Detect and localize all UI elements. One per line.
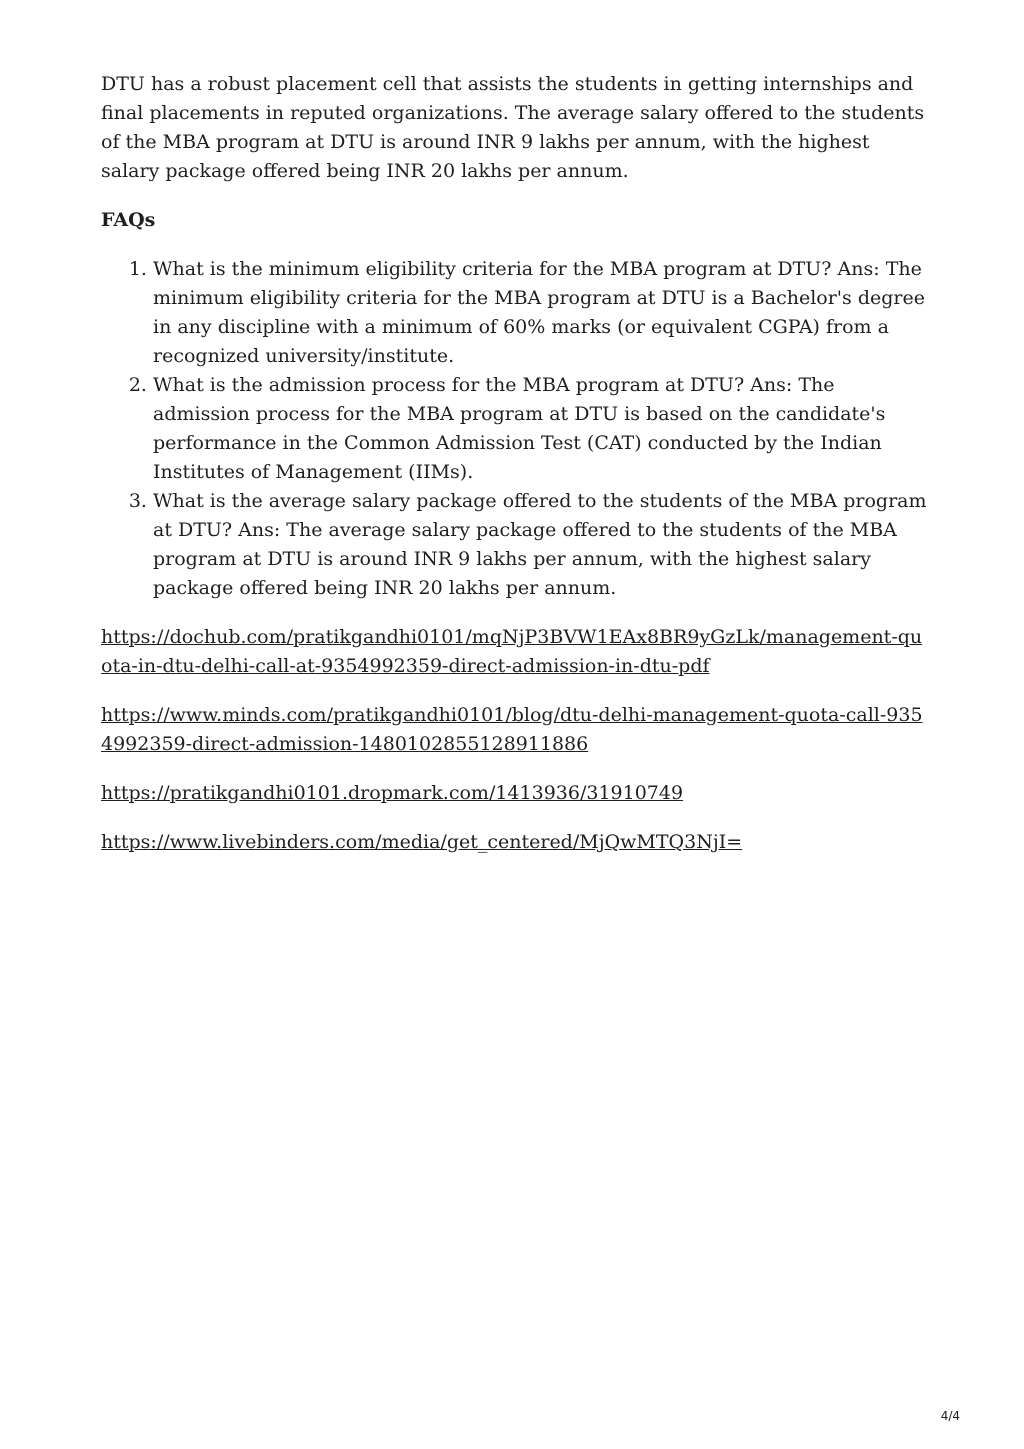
faq-item-1: 1. What is the minimum eligibility criteria for the MBA program at DTU? Ans: The minimum eligibility criteria for the MBA program at DTU is a Bachelor's degree in any discipline with a minimum of 60% marks (or equivalent CGPA) from a recognized university/institute.: [153, 255, 931, 371]
intro-paragraph: DTU has a robust placement cell that assists the students in getting internships and final placements in reputed organizations. The average salary offered to the students of the MBA program at DTU is around INR 9 lakhs per annum, with the highest salary package offered being INR 20 lakhs per annum.: [101, 73, 925, 182]
livebinders-link[interactable]: https://www.livebinders.com/media/get_centered/MjQwMTQ3NjI=: [101, 831, 743, 853]
faq-heading: FAQs: [101, 209, 156, 231]
dochub-link[interactable]: https://dochub.com/pratikgandhi0101/mqNjP3BVW1EAx8BR9yGzLk/management-quota-in-dtu-delhi-call-at-9354992359-direct-admission-in-dtu-pdf: [101, 626, 923, 677]
minds-link[interactable]: https://www.minds.com/pratikgandhi0101/blog/dtu-delhi-management-quota-call-9354992359-direct-admission-1480102855128911886: [101, 704, 923, 755]
page-number: 4/4: [940, 1409, 960, 1423]
faq-list: [101, 255, 931, 603]
faq-item-2: 2. What is the admission process for the MBA program at DTU? Ans: The admission process for the MBA program at DTU is based on the candidate's performance in the Common Admission Test (CAT) conducted by the Indian Institutes of Management (IIMs).: [153, 371, 931, 487]
faq-item-3: 3. What is the average salary package offered to the students of the MBA program at DTU? Ans: The average salary package offered to the students of the MBA program at DTU is around INR 9 lakhs per annum, with the highest salary package offered being INR 20 lakhs per annum.: [153, 487, 931, 603]
dropmark-link[interactable]: https://pratikgandhi0101.dropmark.com/1413936/31910749: [101, 782, 684, 804]
document-page: [101, 70, 931, 877]
